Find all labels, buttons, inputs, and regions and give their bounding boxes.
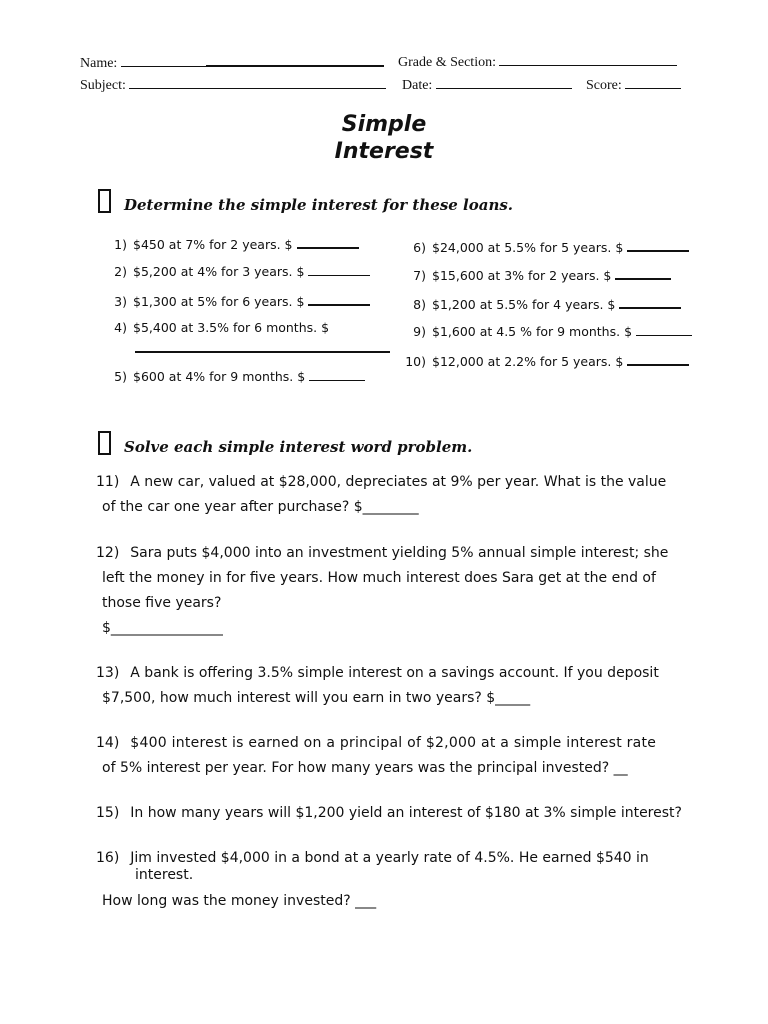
title-line-2: Interest [334, 139, 434, 164]
section-2-instruction: Solve each simple interest word problem. [124, 438, 473, 456]
problem-12-line-3: those five years? [102, 595, 222, 611]
problem-11: 11) A new car, valued at $28,000, depreciates at 9% per year. What is the value [96, 474, 667, 490]
date-field-row [402, 76, 572, 94]
problem-1: 1) $450 at 7% for 2 years. $ [105, 235, 359, 252]
section-2-checkbox-icon [98, 431, 111, 455]
problem-10: 10) $12,000 at 2.2% for 5 years. $ [404, 352, 689, 369]
name-label: Name: [80, 56, 118, 71]
name-blank-a[interactable] [121, 54, 206, 67]
section-1-checkbox-icon [98, 189, 111, 213]
subject-blank[interactable] [129, 76, 386, 89]
grade-blank[interactable] [499, 53, 677, 66]
answer-blank-10[interactable] [627, 352, 689, 366]
name-field-row [80, 53, 384, 72]
problem-16: 16) Jim invested $4,000 in a bond at a yearly rate of 4.5%. He earned $540 in [96, 850, 649, 866]
problem-5: 5) $600 at 4% for 9 months. $ [105, 368, 365, 384]
score-label: Score: [586, 78, 622, 93]
problem-4: 4) $5,400 at 3.5% for 6 months. $ [114, 320, 330, 335]
date-blank[interactable] [436, 76, 572, 89]
problem-12: 12) Sara puts $4,000 into an investment yielding 5% annual simple interest; she [96, 545, 669, 561]
section-1-instruction: Determine the simple interest for these loans. [124, 196, 514, 214]
problem-16-line-1b: interest. [135, 867, 194, 883]
answer-blank-9[interactable] [636, 323, 692, 336]
score-field-row [586, 76, 681, 94]
answer-blank-7[interactable] [615, 266, 671, 280]
problem-14: 14) $400 interest is earned on a principal of $2,000 at a simple interest rate [96, 735, 657, 751]
problem-13: 13) A bank is offering 3.5% simple interest on a savings account. If you deposit [96, 665, 659, 681]
answer-blank-8[interactable] [619, 295, 681, 309]
score-blank[interactable] [625, 76, 681, 89]
page-title [0, 111, 768, 165]
problem-2: 2) $5,200 at 4% for 3 years. $ [105, 263, 370, 279]
answer-blank-4[interactable] [135, 351, 390, 353]
problem-16-line-2: How long was the money invested? ___ [102, 893, 377, 909]
problem-13-line-2: $7,500, how much interest will you earn in two years? $_____ [102, 690, 531, 706]
answer-blank-5[interactable] [309, 368, 365, 381]
grade-field-row [398, 53, 677, 71]
problem-12-answer: $________________ [102, 620, 223, 636]
problem-14-line-2: of 5% interest per year. For how many years was the principal invested? __ [102, 760, 628, 776]
answer-blank-2[interactable] [308, 263, 370, 276]
problem-3: 3) $1,300 at 5% for 6 years. $ [105, 292, 370, 309]
name-blank-b[interactable] [206, 53, 384, 67]
problem-15: 15) In how many years will $1,200 yield an interest of $180 at 3% simple interest? [96, 805, 682, 821]
problem-7: 7) $15,600 at 3% for 2 years. $ [404, 266, 671, 283]
answer-blank-1[interactable] [297, 235, 359, 249]
answer-blank-6[interactable] [627, 238, 689, 252]
subject-field-row [80, 76, 386, 94]
date-label: Date: [402, 78, 433, 93]
answer-blank-3[interactable] [308, 292, 370, 306]
problem-9: 9) $1,600 at 4.5 % for 9 months. $ [404, 323, 692, 339]
problem-8: 8) $1,200 at 5.5% for 4 years. $ [404, 295, 681, 312]
problem-6: 6) $24,000 at 5.5% for 5 years. $ [404, 238, 689, 255]
title-line-1: Simple [341, 112, 427, 137]
problem-12-line-2: left the money in for five years. How much interest does Sara get at the end of [102, 570, 656, 586]
subject-label: Subject: [80, 78, 126, 93]
problem-11-line-2: of the car one year after purchase? $________ [102, 499, 419, 515]
grade-label: Grade & Section: [398, 55, 496, 70]
